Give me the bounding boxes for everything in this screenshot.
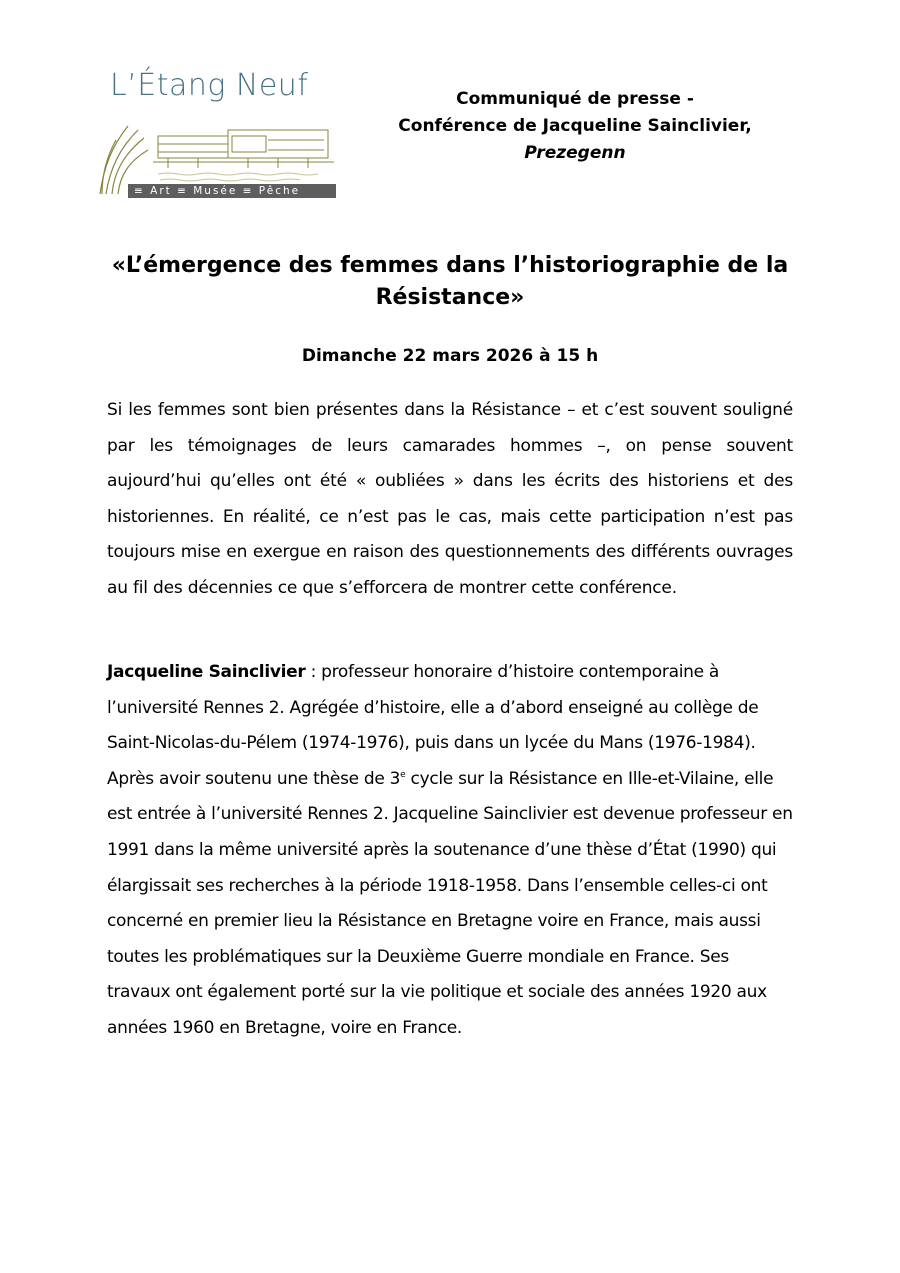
header-line-2: Conférence de Jacqueline Sainclivier, (398, 116, 752, 136)
intro-paragraph: Si les femmes sont bien présentes dans la Résistance – et c’est souvent souligné par les témoignages de leurs camarades hommes –, on pense souvent aujourd’hui qu’elles ont été « oubliées » dans les écrits des historiens et des historiennes. En réalité, ce n’est pas le cas, mais cette participation n’est pas toujours mise en exergue en raison des questionnements des différents ouvrages au fil des décennies ce que s’efforcera de montrer cette conférence. (107, 400, 793, 598)
logo-tagline: ≡ Art ≡ Musée ≡ Pêche (128, 184, 336, 198)
event-date: Dimanche 22 mars 2026 à 15 h (301, 346, 599, 366)
header-line-1: Communiqué de presse - (456, 89, 694, 109)
header-line-3: Prezegenn (524, 143, 626, 163)
bio-paragraph (107, 655, 797, 1047)
bio-text-2: cycle sur la Résistance en Ille-et-Vilaine, elle est entrée à l’université Rennes 2. Jacqueline Sainclivier est devenue professeur en 1991 dans la même université après la soutenance d’une thèse d’État (1990) qui élargissait ses recherches à la période 1918-1958. Dans l’ensemble celles-ci ont concerné en premier lieu la Résistance en Bretagne voire en France, mais aussi toutes les problématiques sur la Deuxième Guerre mondiale en France. Ses travaux ont également porté sur la vie politique et sociale des années 1920 aux années 1960 en Bretagne, voire en France. (107, 768, 793, 1038)
logo-building-illustration (98, 106, 340, 196)
speaker-name: Jacqueline Sainclivier (107, 662, 306, 682)
bio-superscript: e (400, 769, 406, 780)
logo (98, 68, 340, 202)
bio-text-1: : professeur honoraire d’histoire contemporaine à l’université Rennes 2. Agrégée d’histoire, elle a d’abord enseigné au collège de Saint-Nicolas-du-Pélem (1974-1976), puis dans un lycée du Mans (1976-1984). Après avoir soutenu une thèse de 3 (107, 662, 759, 789)
press-release-header (370, 86, 780, 167)
logo-title: L’Étang Neuf (110, 68, 309, 103)
conference-title: «L’émergence des femmes dans l’historiographie de la Résistance» (111, 253, 789, 310)
